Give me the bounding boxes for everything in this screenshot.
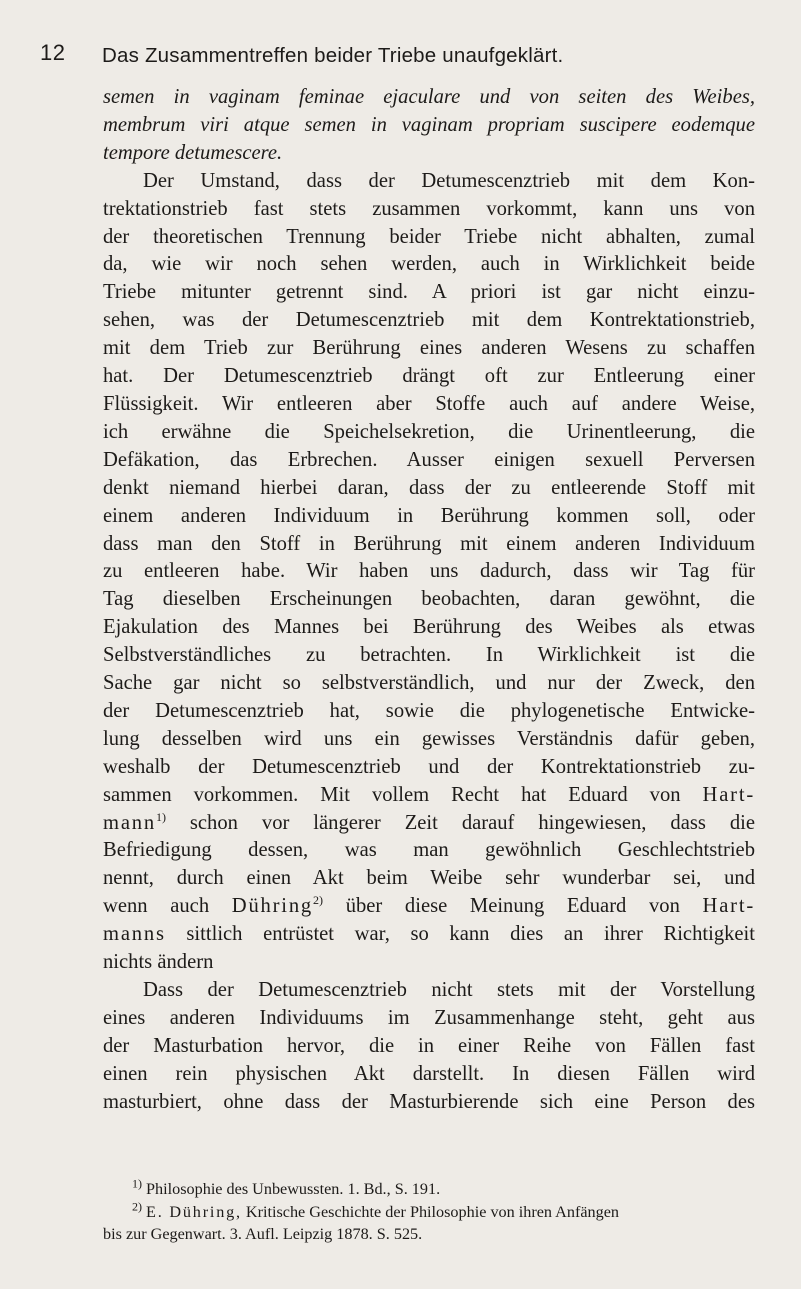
text-segment: über diese Meinung Eduard von	[345, 895, 680, 918]
text-line: weshalb der Detumescenztrieb und der Kontrektationstrieb zu-	[103, 755, 755, 778]
text-line	[103, 782, 755, 810]
text-line: Ejakulation des Mannes bei Berührung des Weibes als etwas	[103, 616, 755, 639]
paragraph-start-line: Der Umstand, dass der Detumescenztrieb mit dem Kon-	[143, 169, 755, 192]
footnote-mark: 2)	[132, 1199, 142, 1214]
text-segment: wenn auch	[103, 895, 210, 918]
author-name-duehring: Dühring	[231, 895, 314, 918]
footnote-2	[103, 1201, 759, 1224]
text-line: Sache gar nicht so selbstverständlich, und nur der Zweck, den	[103, 672, 755, 695]
text-line: nichts ändern	[103, 951, 214, 974]
author-name-hartmanns: manns	[103, 923, 166, 946]
text-line: da, wie wir noch sehen werden, auch in Wirklichkeit beide	[103, 253, 755, 276]
text-segment: schon vor längerer Zeit darauf hingewiesen, dass die	[189, 811, 755, 834]
text-line	[103, 810, 755, 838]
body-text	[103, 84, 755, 1117]
author-name-hartmann: Hart-	[702, 895, 755, 918]
text-line	[103, 893, 755, 921]
footnote-ref-1[interactable]: 1)	[155, 809, 166, 824]
text-line: trektationstrieb fast stets zusammen vorkommt, kann uns von	[103, 197, 755, 220]
text-line: einen rein physischen Akt darstellt. In diesen Fällen wird	[103, 1062, 755, 1085]
text-line: einem anderen Individuum in Berührung kommen soll, oder	[103, 504, 755, 527]
footnote-text: Kritische Geschichte der Philosophie von ihren Anfängen	[245, 1202, 620, 1221]
text-line: denkt niemand hierbei daran, dass der zu entleerende Stoff mit	[103, 476, 755, 499]
paragraph-start-line: Dass der Detumescenztrieb nicht stets mit der Vorstellung	[143, 979, 755, 1001]
text-line: eines anderen Individuums im Zusammenhange steht, geht aus	[103, 1006, 755, 1029]
text-line: lung desselben wird uns ein gewisses Verständnis dafür geben,	[103, 727, 755, 750]
text-line: Befriedigung dessen, was man gewöhnlich Geschlechtstrieb	[103, 839, 755, 862]
text-line: tempore detumescere.	[103, 141, 283, 164]
footnote-mark: 1)	[132, 1176, 142, 1191]
text-line: Defäkation, das Erbrechen. Ausser einigen sexuell Perversen	[103, 448, 755, 471]
text-line: hat. Der Detumescenztrieb drängt oft zur Entleerung einer	[103, 365, 755, 388]
text-line	[103, 921, 755, 949]
author-name-hartmann: Hart-	[702, 783, 755, 806]
text-line: semen in vaginam feminae ejaculare und von seiten des Weibes,	[103, 86, 755, 108]
text-line: membrum viri atque semen in vaginam propriam suscipere eodemque	[103, 113, 755, 136]
text-line: Selbstverständliches zu betrachten. In Wirklichkeit ist die	[103, 644, 755, 667]
running-head	[40, 30, 760, 70]
text-line: Tag dieselben Erscheinungen beobachten, daran gewöhnt, die	[103, 588, 755, 611]
text-line: Flüssigkeit. Wir entleeren aber Stoffe auch auf andere Weise,	[103, 392, 755, 415]
footnote-text: Philosophie des Unbewussten. 1. Bd., S. 191.	[146, 1180, 441, 1198]
text-line: dass man den Stoff in Berührung mit einem anderen Individuum	[103, 532, 755, 555]
text-line: mit dem Trieb zur Berührung eines anderen Wesens zu schaffen	[103, 337, 755, 360]
text-line: zu entleeren habe. Wir haben uns dadurch, dass wir Tag für	[103, 560, 755, 583]
author-name-hartmann-cont: mann	[103, 811, 156, 834]
running-title: Das Zusammentreffen beider Triebe unaufgeklärt.	[102, 44, 564, 67]
footnote-2-continuation: bis zur Gegenwart. 3. Aufl. Leipzig 1878. S. 525.	[103, 1225, 423, 1243]
text-line: der Detumescenztrieb hat, sowie die phylogenetische Entwicke-	[103, 699, 755, 722]
text-line: nennt, durch einen Akt beim Weibe sehr wunderbar sei, und	[103, 867, 755, 890]
text-segment: sammen vorkommen. Mit vollem Recht hat Eduard von	[103, 783, 681, 806]
footnote-ref-2[interactable]: 2)	[313, 893, 324, 908]
text-segment: sittlich entrüstet war, so kann dies an ihrer Richtigkeit	[186, 923, 755, 946]
footnote-1	[103, 1178, 759, 1201]
text-line: der theoretischen Trennung beider Triebe nicht abhalten, zumal	[103, 225, 755, 248]
footnote-author: E. Dühring,	[146, 1202, 242, 1221]
text-line: sehen, was der Detumescenztrieb mit dem Kontrektationstrieb,	[103, 309, 755, 332]
text-line: Triebe mitunter getrennt sind. A priori ist gar nicht einzu-	[103, 281, 755, 304]
text-line: masturbiert, ohne dass der Masturbierende sich eine Person des	[103, 1090, 755, 1113]
page-number: 12	[40, 40, 66, 65]
footnotes	[103, 1178, 759, 1246]
text-line: ich erwähne die Speichelsekretion, die Urinentleerung, die	[103, 420, 755, 443]
text-line: der Masturbation hervor, die in einer Reihe von Fällen fast	[103, 1034, 755, 1057]
